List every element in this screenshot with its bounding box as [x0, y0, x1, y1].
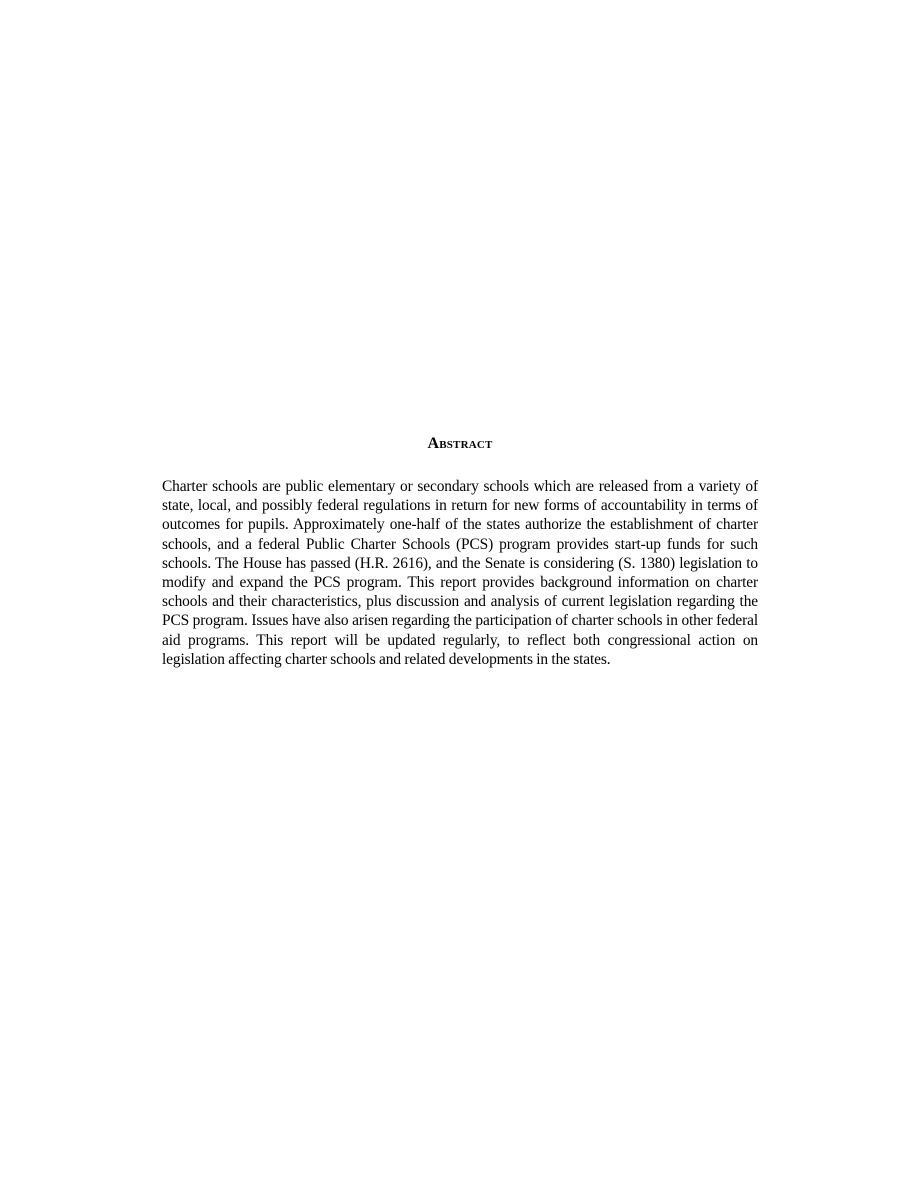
abstract-heading: Abstract — [427, 435, 493, 452]
abstract-paragraph: Charter schools are public elementary or secondary schools which are released from a variety of state, local, and possibly federal regulations in return for new forms of accountability in terms of outcomes for pupils. Approximately one-half of the states authorize the establishment of charter schools, and a federal Public Charter Schools (PCS) program provides start-up funds for such schools. The House has passed (H.R. 2616), and the Senate is considering (S. 1380) legislation to modify and expand the PCS program. This report provides background information on charter schools and their characteristics, plus discussion and analysis of current legislation regarding the PCS program. Issues have also arisen regarding the participation of charter schools in other federal aid programs. This report will be updated regularly, to reflect both congressional action on legislation affecting charter schools and related developments in the states. — [162, 478, 758, 668]
abstract-section — [162, 432, 758, 669]
